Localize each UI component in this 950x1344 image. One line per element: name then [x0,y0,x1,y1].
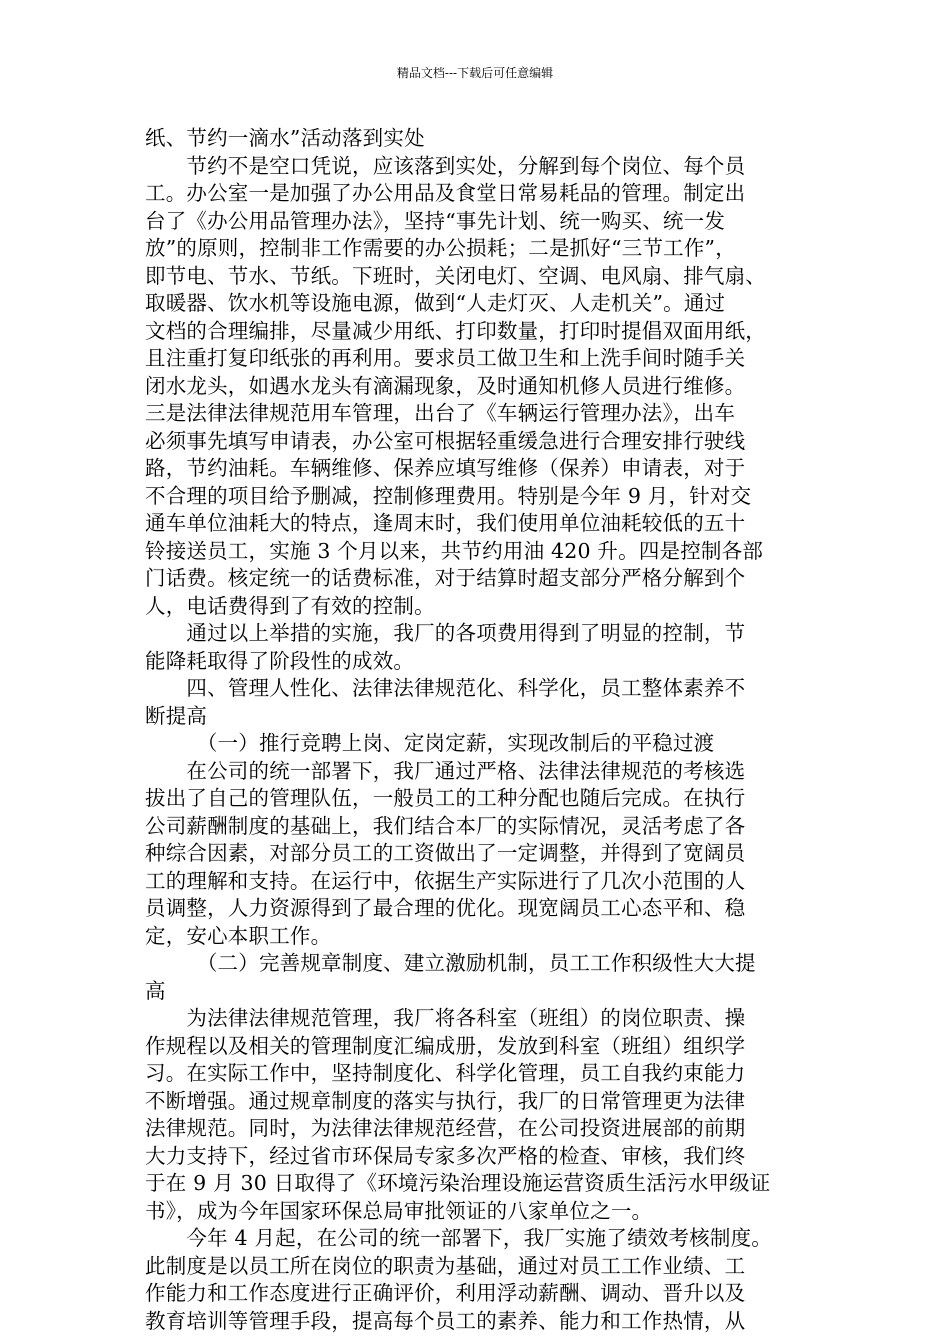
text-line: 断提高 [145,703,208,728]
text-line: 放”的原则，控制非工作需要的办公损耗；二是抓好“三节工作”， [145,236,736,260]
document-body [145,125,815,1335]
text-line: 门话费。核定统一的话费标准，对于结算时超支部分严格分解到个 [145,566,746,590]
text-line: （二）完善规章制度、建立激励机制，员工工作积级性大大提 [145,951,756,975]
text-line: 工。办公室一是加强了办公用品及食堂日常易耗品的管理。制定出 [145,181,746,205]
text-line: 不合理的项目给予删减，控制修理费用。特别是今年 9 月，针对交 [145,483,752,508]
text-line: 铃接送员工，实施 3 个月以来，共节约用油 420 升。四是控制各部 [145,538,764,563]
text-line: 通过以上举措的实施，我厂的各项费用得到了明显的控制，节 [145,621,746,645]
text-line: 节约不是空口凭说，应该落到实处，分解到每个岗位、每个员 [145,153,746,178]
text-line: 闭水龙头，如遇水龙头有滴漏现象，及时通知机修人员进行维修。 [145,373,746,398]
text-line: 法律规范。同时，为法律法律规范经营，在公司投资进展部的前期 [145,1116,746,1140]
text-line: 大力支持下，经过省市环保局专家多次严格的检查、审核，我们终 [145,1143,746,1168]
text-line: 员调整，人力资源得到了最合理的优化。现宽阔员工心态平和、稳 [145,896,746,920]
text-line: 高 [145,978,166,1003]
text-line: 四、管理人性化、法律法律规范化、科学化，员工整体素养不 [145,676,746,700]
text-line: 工的理解和支持。在运行中，依据生产实际进行了几次小范围的人 [145,868,746,893]
text-line: 文档的合理编排，尽量减少用纸、打印数量，打印时提倡双面用纸， [145,318,766,343]
text-line: 此制度是以员工所在岗位的职责为基础，通过对员工工作业绩、工 [145,1253,746,1278]
text-line: 通车单位油耗大的特点，逢周末时，我们使用单位油耗较低的五十 [145,511,746,535]
text-line: 三是法律法律规范用车管理，出台了《车辆运行管理办法》，出车 [145,401,736,425]
text-line: 习。在实际工作中，坚持制度化、科学化管理，员工自我约束能力 [145,1061,746,1085]
text-line: 台了《办公用品管理办法》，坚持“事先计划、统一购买、统一发 [145,208,726,233]
text-line: 教育培训等管理手段，提高每个员工的素养、能力和工作热情，从 [145,1308,746,1333]
text-line: 今年 4 月起，在公司的统一部署下，我厂实施了绩效考核制度。 [145,1226,772,1250]
text-line: 为法律法律规范管理，我厂将各科室（班组）的岗位职责、操 [145,1006,746,1030]
page-header: 精品文档---下载后可任意编辑 [396,66,554,80]
text-line: 即节电、节水、节纸。下班时，关闭电灯、空调、电风扇、排气扇、 [145,263,766,288]
text-line: 人，电话费得到了有效的控制。 [145,593,435,618]
text-line: 拔出了自己的管理队伍，一般员工的工种分配也随后完成。在执行 [145,786,746,810]
text-line: 于在 9 月 30 日取得了《环境污染治理设施运营资质生活污水甲级证 [145,1171,771,1195]
text-line: 种综合因素，对部分员工的工资做出了一定调整，并得到了宽阔员 [145,841,746,865]
text-line: 路，节约油耗。车辆维修、保养应填写维修（保养）申请表，对于 [145,456,746,480]
text-line: 取暖器、饮水机等设施电源，做到“人走灯灭、人走机关”。通过 [145,291,726,315]
text-line: 纸、节约一滴水”活动落到实处 [145,126,425,150]
text-line: 必须事先填写申请表，办公室可根据轻重缓急进行合理安排行驶线 [145,428,746,453]
text-line: 定，安心本职工作。 [145,923,332,948]
text-line: 作能力和工作态度进行正确评价，利用浮动薪酬、调动、晋升以及 [145,1281,746,1305]
text-line: （一）推行竞聘上岗、定岗定薪，实现改制后的平稳过渡 [145,731,715,755]
text-line: 在公司的统一部署下，我厂通过严格、法律法律规范的考核选 [145,758,746,783]
text-line: 公司薪酬制度的基础上，我们结合本厂的实际情况，灵活考虑了各 [145,813,746,838]
text-line: 且注重打复印纸张的再利用。要求员工做卫生和上洗手间时随手关 [145,346,746,370]
text-line: 不断增强。通过规章制度的落实与执行，我厂的日常管理更为法律 [145,1088,746,1113]
text-line: 书》，成为今年国家环保总局审批领证的八家单位之一。 [145,1198,653,1223]
text-line: 作规程以及相关的管理制度汇编成册，发放到科室（班组）组织学 [145,1033,746,1058]
text-line: 能降耗取得了阶段性的成效。 [145,648,415,673]
